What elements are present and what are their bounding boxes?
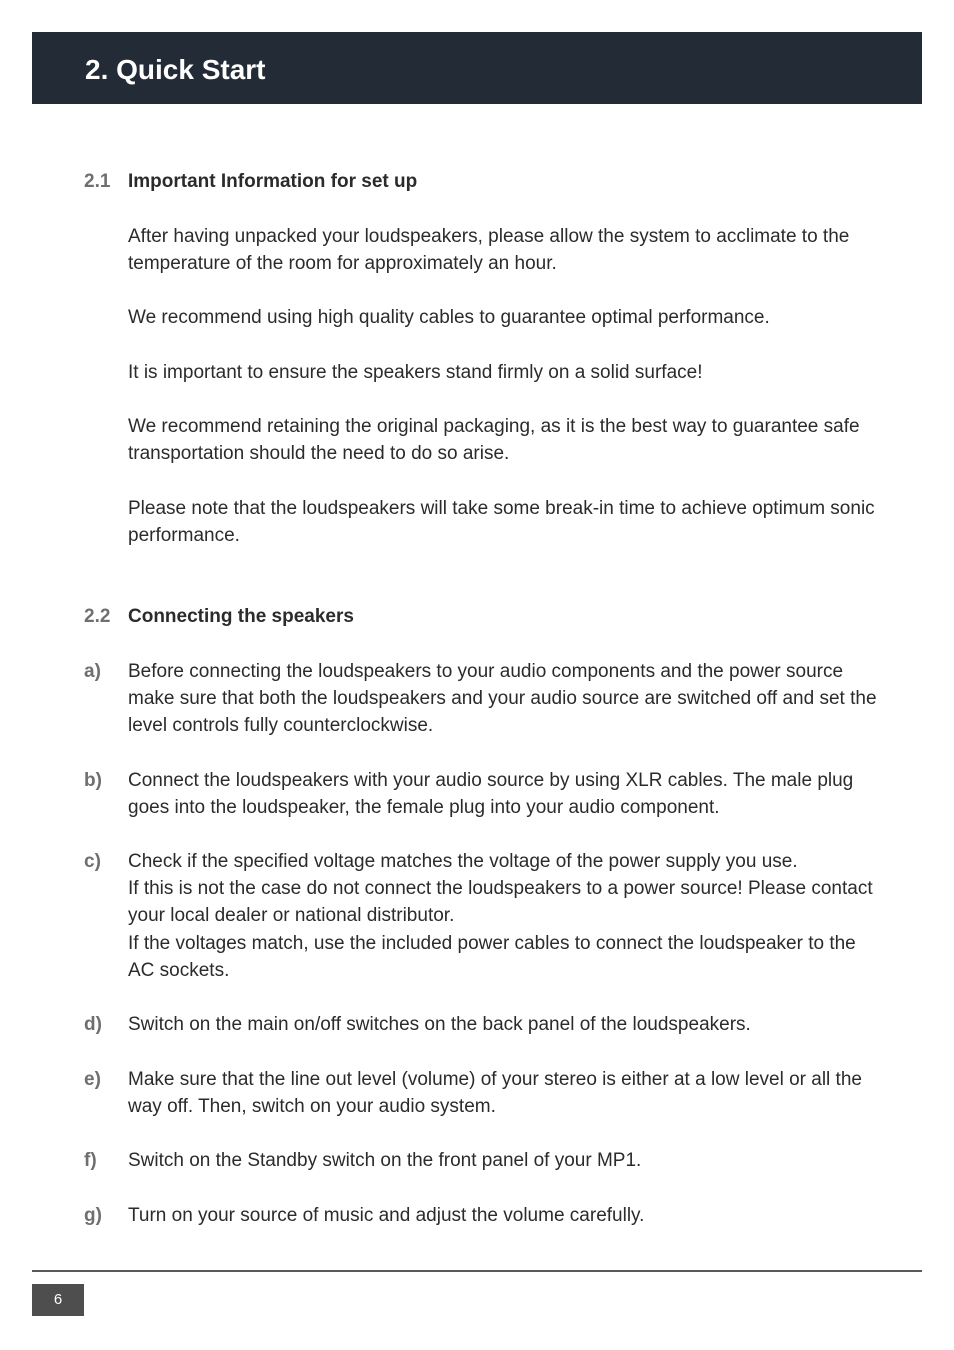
section-number: 2.2	[84, 606, 111, 627]
step-text-continued: If the voltages match, use the included power cables to connect the loudspeaker to the AC sockets.	[128, 933, 856, 982]
info-paragraph: It is important to ensure the speakers stand firmly on a solid surface!	[128, 362, 703, 383]
step-letter: f)	[84, 1150, 97, 1171]
step-letter: d)	[84, 1014, 102, 1035]
section-heading-2-1	[84, 168, 417, 195]
step-letter: e)	[84, 1069, 101, 1090]
step-text: Make sure that the line out level (volume) of your stereo is either at a low level or all the way off. Then, switch on your audio system.	[128, 1069, 862, 1118]
step-letter: b)	[84, 770, 102, 791]
info-paragraph: After having unpacked your loudspeakers, please allow the system to acclimate to the temperature of the room for approximately an hour.	[128, 226, 850, 275]
step-letter: a)	[84, 661, 101, 682]
info-paragraph: We recommend retaining the original packaging, as it is the best way to guarantee safe transportation should the need to do so arise.	[128, 416, 860, 465]
section-number: 2.1	[84, 171, 111, 192]
chapter-title: 2. Quick Start	[85, 54, 266, 85]
step-text: Switch on the Standby switch on the front panel of your MP1.	[128, 1150, 642, 1171]
step-text: Check if the specified voltage matches the voltage of the power supply you use.	[128, 851, 798, 872]
chapter-header	[32, 32, 922, 104]
section-title: Important Information for set up	[128, 171, 418, 192]
step-text: Turn on your source of music and adjust the volume carefully.	[128, 1205, 645, 1226]
section-title: Connecting the speakers	[128, 606, 354, 627]
step-letter: c)	[84, 851, 101, 872]
step-text-continued: If this is not the case do not connect the loudspeakers to a power source! Please contact your local dealer or national distributor.	[128, 878, 873, 927]
step-letter: g)	[84, 1205, 102, 1226]
page-number: 6	[32, 1284, 84, 1316]
info-paragraph: We recommend using high quality cables to guarantee optimal performance.	[128, 307, 770, 328]
step-text: Switch on the main on/off switches on the back panel of the loudspeakers.	[128, 1014, 751, 1035]
footer-divider	[32, 1270, 922, 1272]
step-text: Before connecting the loudspeakers to your audio components and the power source make sure that both the loudspeakers and your audio source are switched off and set the level controls fully counterclockwise.	[128, 661, 877, 737]
step-text: Connect the loudspeakers with your audio source by using XLR cables. The male plug goes into the loudspeaker, the female plug into your audio component.	[128, 770, 854, 819]
info-paragraph: Please note that the loudspeakers will take some break-in time to achieve optimum sonic performance.	[128, 498, 875, 547]
section-heading-2-2	[84, 603, 354, 630]
